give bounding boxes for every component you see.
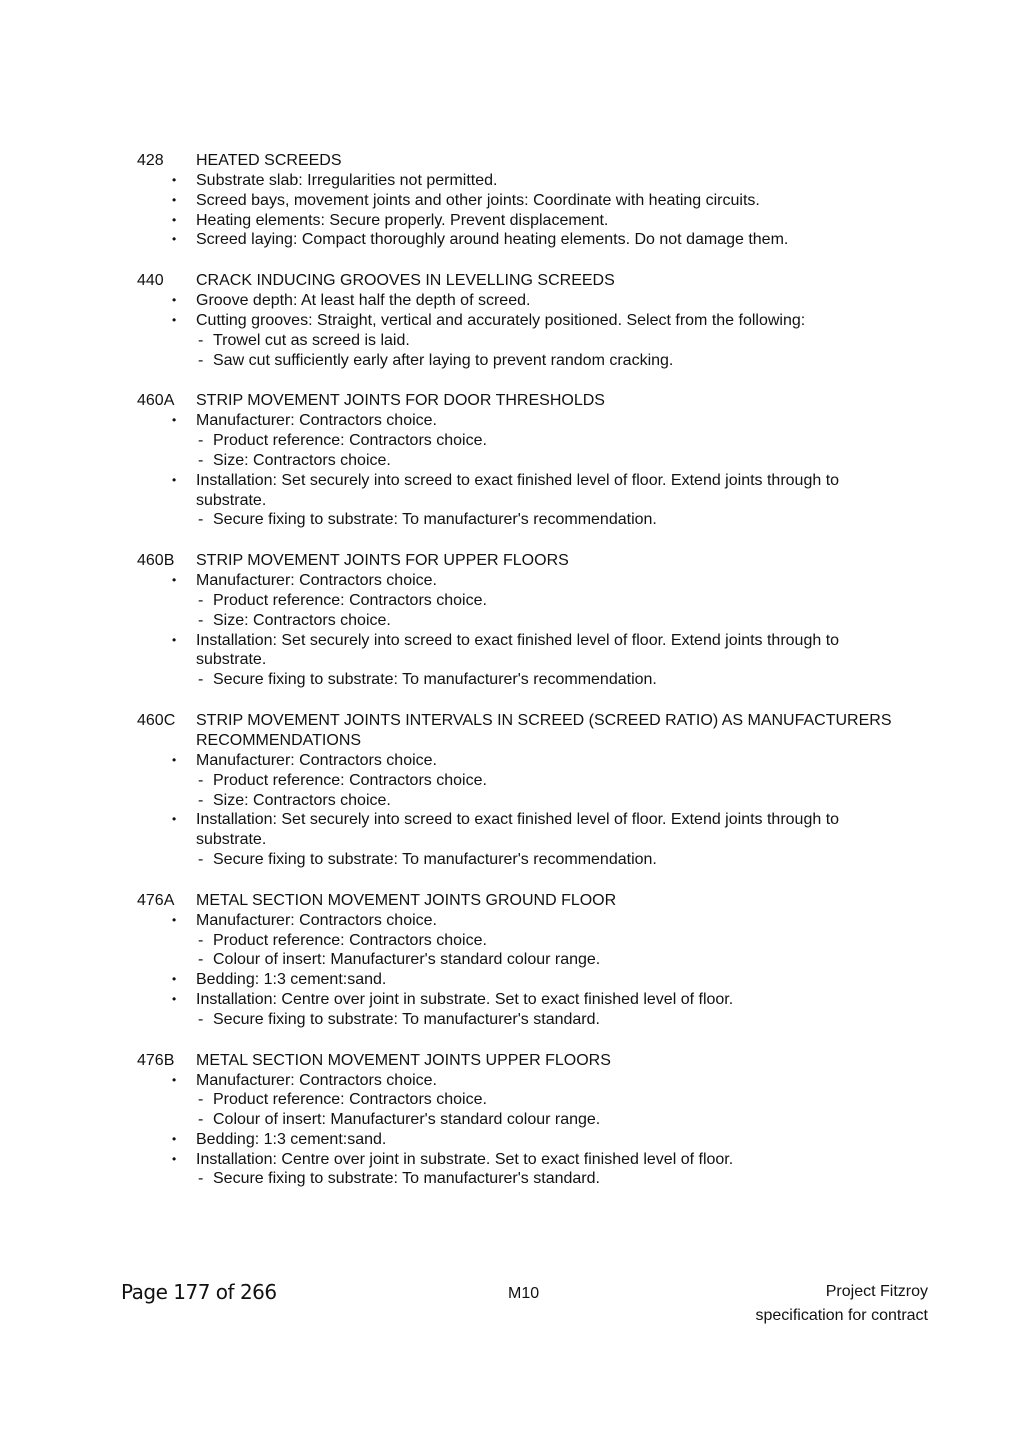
sub-item [198, 850, 903, 870]
clause-heading [0, 711, 1024, 751]
clause [0, 1051, 1024, 1190]
bullet-text: Installation: Set securely into screed to exact finished level of floor. Extend joints through to substrate. [196, 631, 840, 669]
dash-icon: - [198, 771, 204, 789]
bullet-item [172, 1150, 896, 1170]
sub-item-text: Secure fixing to substrate: To manufacturer's recommendation. [213, 850, 657, 868]
bullet-text: Installation: Centre over joint in substrate. Set to exact finished level of floor. [196, 1150, 734, 1168]
bullet-icon: • [172, 991, 177, 1006]
bullet-icon: • [172, 232, 177, 247]
bullet-item [172, 211, 896, 231]
bullet-item [172, 230, 896, 250]
bullet-icon: • [172, 912, 177, 927]
clause-title: CRACK INDUCING GROOVES IN LEVELLING SCREEDS [196, 272, 615, 290]
sub-item-text: Product reference: Contractors choice. [213, 931, 487, 949]
project-info [755, 1280, 928, 1328]
bullet-text: Manufacturer: Contractors choice. [196, 1071, 437, 1089]
bullet-text: Installation: Set securely into screed to exact finished level of floor. Extend joints through to substrate. [196, 471, 840, 509]
sub-item [198, 611, 903, 631]
specification-body [0, 151, 1024, 1210]
clause-number: 460B [137, 552, 175, 570]
sub-item-text: Product reference: Contractors choice. [213, 771, 487, 789]
bullet-item [172, 751, 896, 771]
sub-item-text: Colour of insert: Manufacturer's standard colour range. [213, 951, 601, 969]
dash-icon: - [198, 331, 204, 349]
bullet-icon: • [172, 312, 177, 327]
bullet-text: Screed bays, movement joints and other joints: Coordinate with heating circuits. [196, 191, 760, 209]
clause [0, 271, 1024, 370]
sub-item-text: Secure fixing to substrate: To manufacturer's standard. [213, 1170, 600, 1188]
bullet-text: Manufacturer: Contractors choice. [196, 751, 437, 769]
bullet-item [172, 631, 896, 671]
sub-item-text: Product reference: Contractors choice. [213, 432, 487, 450]
clause-title: STRIP MOVEMENT JOINTS FOR UPPER FLOORS [196, 552, 569, 570]
clause-title: HEATED SCREEDS [196, 152, 342, 169]
bullet-icon: • [172, 413, 177, 428]
bullet-text: Groove depth: At least half the depth of screed. [196, 292, 531, 310]
clause-heading [0, 1051, 1024, 1071]
bullet-text: Screed laying: Compact thoroughly around heating elements. Do not damage them. [196, 231, 789, 249]
clause [0, 151, 1024, 250]
dash-icon: - [198, 591, 204, 609]
sub-item [198, 331, 903, 351]
sub-item-text: Size: Contractors choice. [213, 791, 391, 809]
sub-item-text: Size: Contractors choice. [213, 451, 391, 469]
bullet-item [172, 1071, 896, 1091]
bullet-text: Installation: Centre over joint in substrate. Set to exact finished level of floor. [196, 990, 734, 1008]
bullet-icon: • [172, 212, 177, 227]
sub-item [198, 451, 903, 471]
bullet-icon: • [172, 573, 177, 588]
dash-icon: - [198, 951, 204, 969]
bullet-item [172, 171, 896, 191]
sub-item [198, 931, 903, 951]
sub-item-text: Colour of insert: Manufacturer's standard colour range. [213, 1111, 601, 1129]
bullet-icon: • [172, 1151, 177, 1166]
section-code: M10 [508, 1285, 540, 1302]
bullet-text: Heating elements: Secure properly. Prevent displacement. [196, 211, 609, 229]
bullet-item [172, 810, 896, 850]
bullet-item [172, 1130, 896, 1150]
sub-item-text: Product reference: Contractors choice. [213, 591, 487, 609]
dash-icon: - [198, 1010, 204, 1028]
bullet-text: Manufacturer: Contractors choice. [196, 911, 437, 929]
sub-item-text: Secure fixing to substrate: To manufacturer's standard. [213, 1010, 600, 1028]
clause-title: METAL SECTION MOVEMENT JOINTS GROUND FLOOR [196, 891, 617, 909]
bullet-icon: • [172, 972, 177, 987]
clause-number: 460C [137, 711, 176, 729]
project-name: Project Fitzroy [825, 1283, 928, 1300]
page-number: Page 177 of 266 [121, 1280, 277, 1304]
clause [0, 391, 1024, 530]
clause [0, 891, 1024, 1030]
clause-heading [0, 271, 1024, 291]
dash-icon: - [198, 511, 204, 529]
bullet-icon: • [172, 1072, 177, 1087]
page-footer [0, 1276, 1024, 1336]
dash-icon: - [198, 671, 204, 689]
bullet-item [172, 411, 896, 431]
sub-item-text: Secure fixing to substrate: To manufacturer's recommendation. [213, 671, 657, 689]
dash-icon: - [198, 451, 204, 469]
bullet-icon: • [172, 812, 177, 827]
clause-heading [0, 891, 1024, 911]
bullet-item [172, 291, 896, 311]
bullet-icon: • [172, 472, 177, 487]
sub-item [198, 351, 903, 371]
bullet-icon: • [172, 632, 177, 647]
bullet-item [172, 311, 896, 331]
project-subtitle: specification for contract [755, 1307, 928, 1324]
sub-item [198, 1010, 903, 1030]
dash-icon: - [198, 611, 204, 629]
bullet-icon: • [172, 192, 177, 207]
bullet-icon: • [172, 1131, 177, 1146]
clause-number: 460A [137, 392, 175, 410]
bullet-text: Cutting grooves: Straight, vertical and accurately positioned. Select from the following: [196, 311, 806, 329]
sub-item-text: Secure fixing to substrate: To manufacturer's recommendation. [213, 511, 657, 529]
bullet-text: Substrate slab: Irregularities not permitted. [196, 172, 498, 189]
clause-heading [0, 391, 1024, 411]
sub-item [198, 591, 903, 611]
bullet-text: Installation: Set securely into screed to exact finished level of floor. Extend joints through to substrate. [196, 811, 840, 849]
bullet-icon: • [172, 173, 177, 187]
bullet-icon: • [172, 293, 177, 308]
clause [0, 551, 1024, 690]
dash-icon: - [198, 1170, 204, 1188]
bullet-item [172, 571, 896, 591]
clause-title: STRIP MOVEMENT JOINTS FOR DOOR THRESHOLDS [196, 392, 605, 410]
sub-item [198, 950, 903, 970]
bullet-icon: • [172, 752, 177, 767]
clause-title: METAL SECTION MOVEMENT JOINTS UPPER FLOORS [196, 1051, 611, 1069]
sub-item [198, 1110, 903, 1130]
clause-heading [0, 151, 1024, 171]
clause-number: 440 [137, 272, 164, 290]
sub-item [198, 670, 903, 690]
sub-item [198, 1169, 903, 1189]
sub-item [198, 791, 903, 811]
sub-item-text: Product reference: Contractors choice. [213, 1091, 487, 1109]
clause-title: STRIP MOVEMENT JOINTS INTERVALS IN SCREED (SCREED RATIO) AS MANUFACTURERS RECOMMENDATIONS [196, 711, 892, 749]
bullet-text: Manufacturer: Contractors choice. [196, 412, 437, 430]
sub-item [198, 771, 903, 791]
dash-icon: - [198, 850, 204, 868]
clause-number: 476A [137, 891, 175, 909]
dash-icon: - [198, 351, 204, 369]
sub-item-text: Size: Contractors choice. [213, 611, 391, 629]
clause-number: 476B [137, 1051, 175, 1069]
dash-icon: - [198, 432, 204, 450]
bullet-item [172, 191, 896, 211]
dash-icon: - [198, 1091, 204, 1109]
bullet-text: Bedding: 1:3 cement:sand. [196, 1130, 387, 1148]
sub-item-text: Trowel cut as screed is laid. [213, 331, 410, 349]
sub-item [198, 431, 903, 451]
bullet-item [172, 911, 896, 931]
sub-item [198, 510, 903, 530]
sub-item [198, 1090, 903, 1110]
bullet-item [172, 970, 896, 990]
dash-icon: - [198, 1111, 204, 1129]
sub-item-text: Saw cut sufficiently early after laying to prevent random cracking. [213, 351, 674, 369]
bullet-item [172, 471, 896, 511]
dash-icon: - [198, 931, 204, 949]
clause-number: 428 [137, 152, 164, 169]
dash-icon: - [198, 791, 204, 809]
bullet-text: Manufacturer: Contractors choice. [196, 572, 437, 590]
clause [0, 711, 1024, 870]
bullet-item [172, 990, 896, 1010]
bullet-text: Bedding: 1:3 cement:sand. [196, 971, 387, 989]
clause-heading [0, 551, 1024, 571]
